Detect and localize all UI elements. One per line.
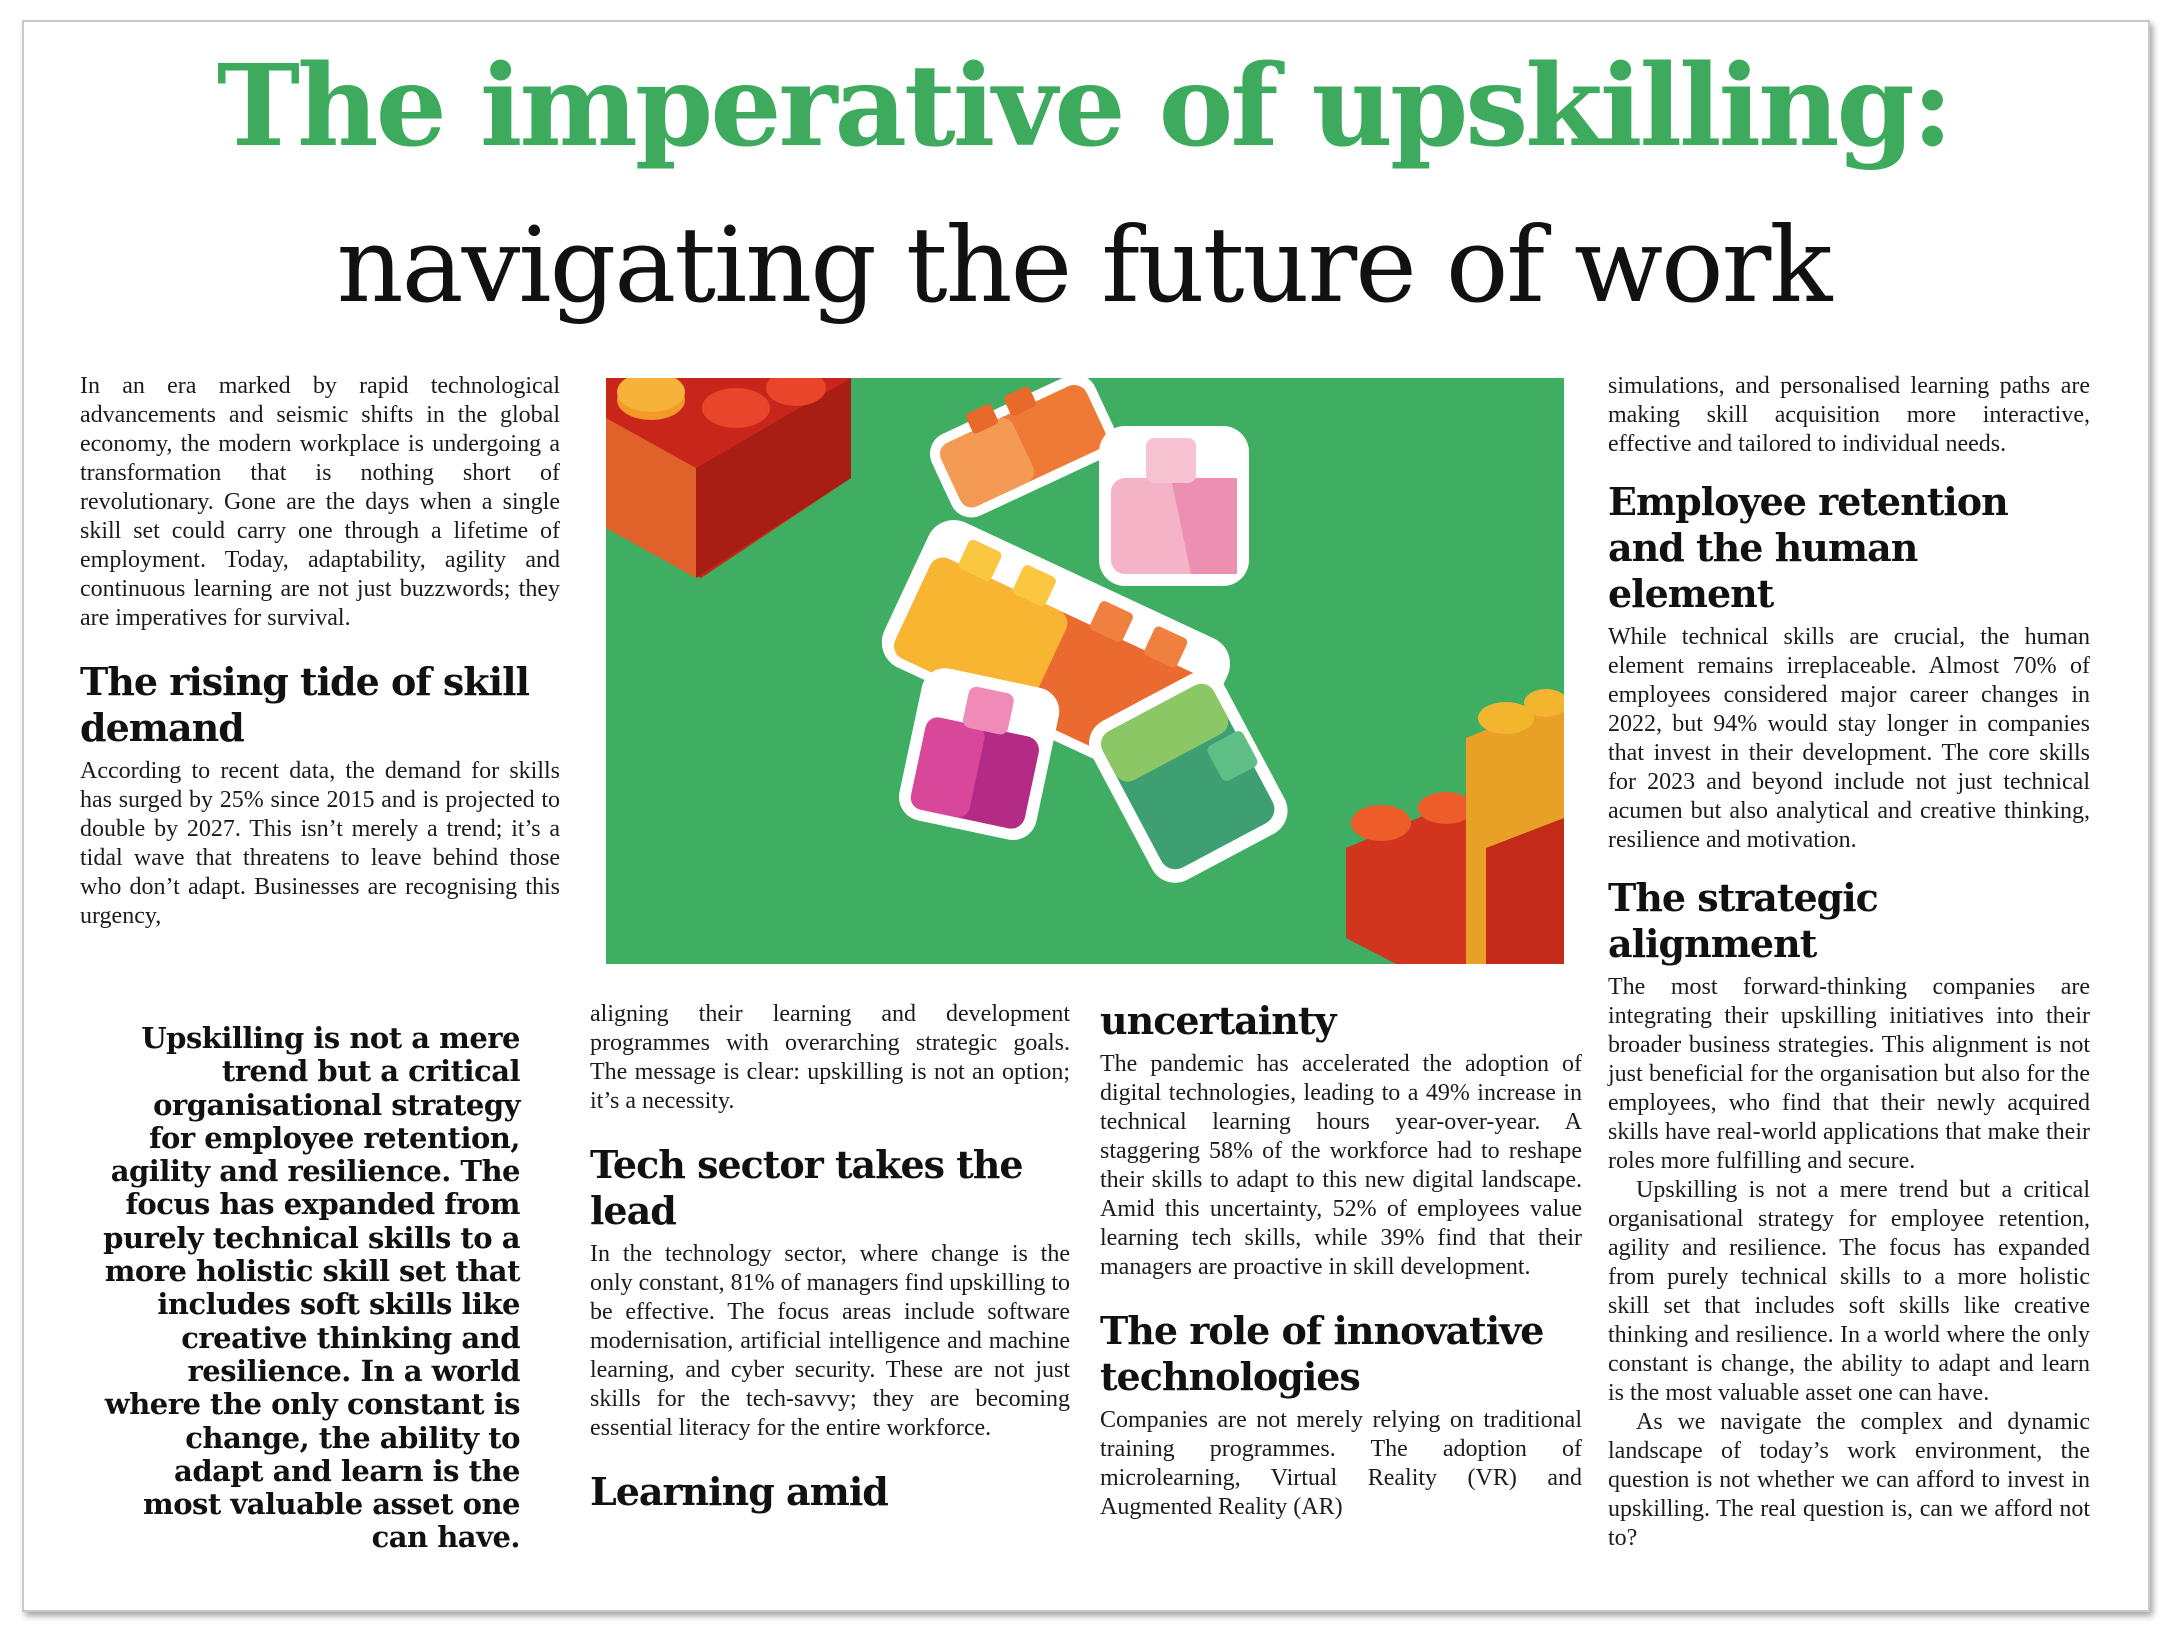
paragraph-innovative-technologies-cont: simulations, and personalised learning paths are making skill acquisition more interactive, effective and tailored to individual needs. (1608, 373, 2090, 457)
headline-line1: The imperative of upskilling: (216, 41, 1951, 172)
paragraph-rising-tide: According to recent data, the demand for skills has surged by 25% since 2015 and is projected to double by 2027. This isn’t merely a trend; it’s a tidal wave that threatens to leave behind those who don’t adapt. Businesses are recognising this urgency, (80, 758, 560, 929)
heading-employee-retention: Employee retention and the human element (1608, 479, 2008, 616)
heading-innovative-technologies: The role of innovative technologies (1100, 1308, 1544, 1399)
column-1 (80, 372, 560, 931)
lego-bricks-illustration (606, 378, 1564, 964)
pink-brick (1099, 426, 1249, 586)
paragraph-uncertainty: The pandemic has accelerated the adoption of digital technologies, leading to a 49% increase in technical learning hours year-over-year. A staggering 58% of the workforce had to reshape their skills to adapt to this new digital landscape. Amid this uncertainty, 52% of employees value learning tech skills, while 39% find that their managers are proactive in skill development. (1100, 1051, 1582, 1280)
heading-rising-tide: The rising tide of skill demand (80, 659, 529, 750)
paragraph-tech-sector: In the technology sector, where change is the only constant, 81% of managers find upskilling to be effective. The focus areas include software modernisation, artificial intelligence and machine learning, and cyber security. These are not just skills for the tech-savvy; they are becoming essential literacy for the entire workforce. (590, 1241, 1070, 1441)
pull-quote: Upskilling is not a mere trend but a critical organisational strategy for employee retention, agility and resilience. The focus has expanded from purely technical skills to a more holistic skill set that includes soft skills like creative thinking and resilience. In a world where the only constant is change, the ability to adapt and learn is the most valuable asset one can have. (103, 1021, 520, 1555)
heading-learning-amid: Learning amid (590, 1469, 888, 1514)
column-2 (590, 1000, 1070, 1515)
intro-paragraph: In an era marked by rapid technological advancements and seismic shifts in the global economy, the modern workplace is undergoing a transformation that is nothing short of revolutionary. Gone are the days when a single skill set could carry one through a lifetime of employment. Today, adaptability, agility and continuous learning are not just buzzwords; they are imperatives for survival. (80, 373, 560, 631)
column-4 (1608, 372, 2090, 1553)
heading-tech-sector: Tech sector takes the lead (590, 1142, 1023, 1233)
paragraph-employee-retention: While technical skills are crucial, the human element remains irreplaceable. Almost 70% of employees considered major career changes in 2022, but 94% would stay longer in companies that invest in their development. The core skills for 2023 and beyond include not just technical acumen but also analytical and creative thinking, resilience and motivation. (1608, 624, 2090, 853)
heading-strategic-alignment: The strategic alignment (1608, 875, 1878, 966)
paragraph-strategic-alignment-3: As we navigate the complex and dynamic landscape of today’s work environment, the question is not whether we can afford to invest in upskilling. The real question is, can we afford not to? (1608, 1409, 2090, 1551)
paragraph-strategic-alignment-1: The most forward-thinking companies are integrating their upskilling initiatives into their broader business strategies. This alignment is not just beneficial for the organisation but also for the employees, who find that their newly acquired skills have real-world applications that make their roles more fulfilling and secure. (1608, 974, 2090, 1174)
paragraph-innovative-technologies: Companies are not merely relying on traditional training programmes. The adoption of microlearning, Virtual Reality (VR) and Augmented Reality (AR) (1100, 1407, 1582, 1520)
paragraph-rising-tide-cont: aligning their learning and development programmes with overarching strategic goals. The message is clear: upskilling is not an option; it’s a necessity. (590, 1001, 1070, 1114)
heading-uncertainty: uncertainty (1100, 998, 1336, 1043)
headline-line2: navigating the future of work (336, 204, 1831, 326)
column-3 (1100, 998, 1582, 1522)
paragraph-strategic-alignment-2: Upskilling is not a mere trend but a critical organisational strategy for employee retention, agility and resilience. The focus has expanded from purely technical skills to a more holistic skill set that includes soft skills like creative thinking and resilience. In a world where the only constant is change, the ability to adapt and learn is the most valuable asset one can have. (1608, 1177, 2090, 1406)
